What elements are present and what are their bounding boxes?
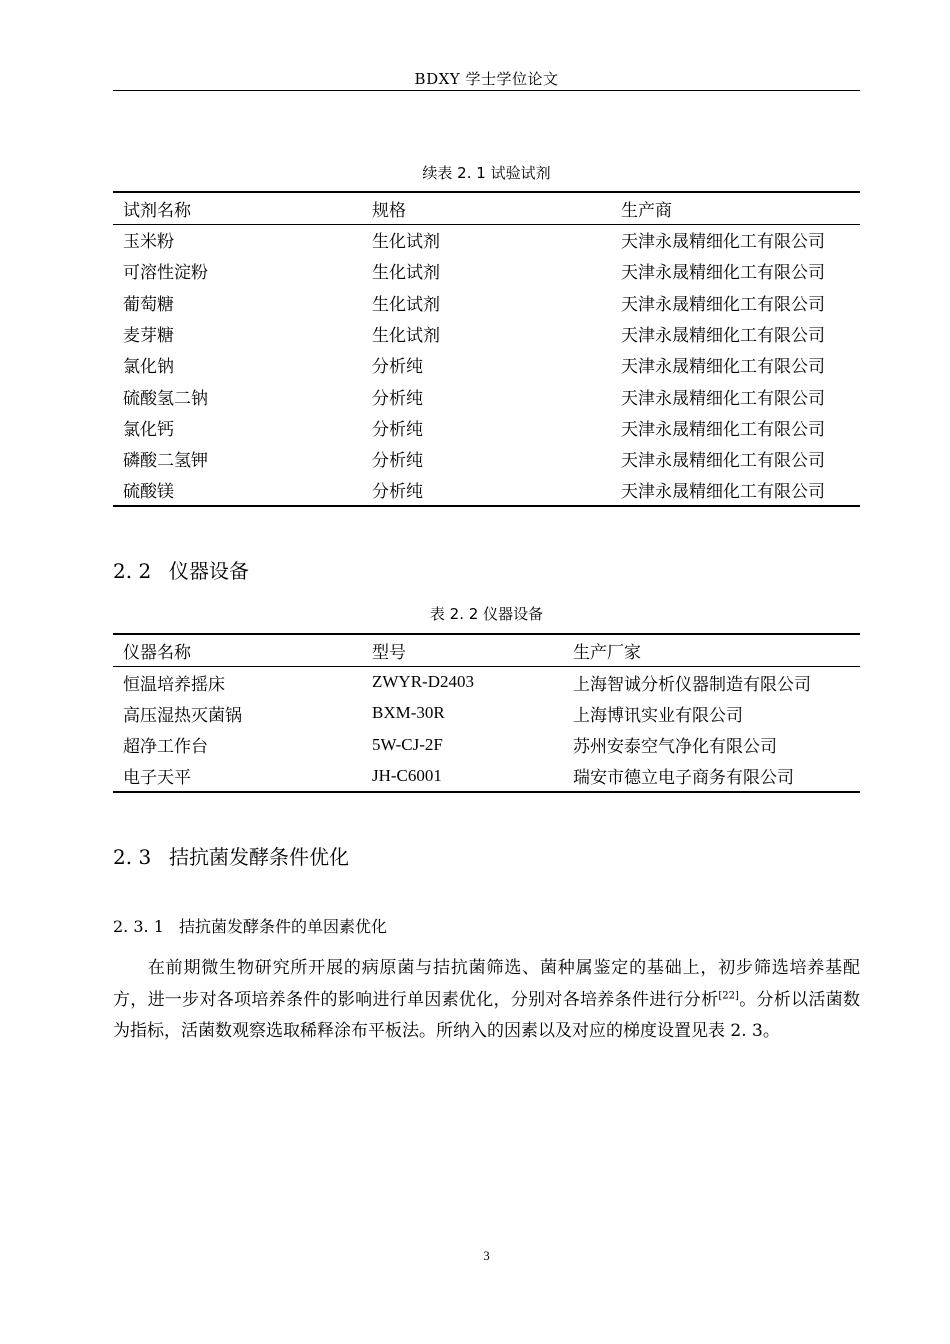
section-title: 拮抗菌发酵条件优化 bbox=[169, 845, 349, 869]
citation-marker: [22] bbox=[718, 989, 739, 1001]
model-cell: BXM-30R bbox=[372, 703, 445, 723]
manufacturer-cell: 天津永晟精细化工有限公司 bbox=[621, 294, 825, 315]
table-row bbox=[113, 729, 860, 761]
manufacturer-cell: 天津永晟精细化工有限公司 bbox=[621, 419, 825, 440]
manufacturer-cell: 苏州安泰空气净化有限公司 bbox=[573, 737, 777, 758]
subsection-heading-2-3-1 bbox=[113, 914, 387, 937]
table-row bbox=[113, 318, 860, 349]
reagent-name-cell: 可溶性淀粉 bbox=[123, 263, 208, 284]
table-row bbox=[113, 224, 860, 255]
body-paragraph bbox=[113, 953, 860, 1048]
manufacturer-cell: 天津永晟精细化工有限公司 bbox=[611, 474, 860, 505]
spec-cell: 分析纯 bbox=[372, 357, 423, 378]
instrument-name-cell: 超净工作台 bbox=[123, 737, 208, 758]
reagent-name-cell: 硫酸氢二钠 bbox=[123, 388, 208, 409]
table-row bbox=[113, 412, 860, 443]
running-header: BDXY 学士学位论文 bbox=[414, 70, 559, 88]
reagent-name-cell: 硫酸镁 bbox=[113, 474, 362, 505]
table-row bbox=[113, 443, 860, 474]
table-row bbox=[113, 255, 860, 286]
table-instruments bbox=[113, 633, 860, 793]
manufacturer-cell: 天津永晟精细化工有限公司 bbox=[621, 263, 825, 284]
reagent-name-cell: 玉米粉 bbox=[123, 232, 174, 253]
section-heading-2-2 bbox=[113, 555, 249, 584]
section-number: 2. 3 bbox=[113, 845, 152, 869]
model-cell: ZWYR-D2403 bbox=[372, 672, 474, 691]
header-rule bbox=[113, 90, 860, 91]
table-reagents bbox=[113, 191, 860, 507]
table-header-row bbox=[113, 634, 860, 666]
page-number: 3 bbox=[483, 1248, 490, 1263]
manufacturer-cell: 瑞安市德立电子商务有限公司 bbox=[563, 761, 860, 793]
subsection-title: 拮抗菌发酵条件的单因素优化 bbox=[179, 917, 388, 936]
spec-cell: 生化试剂 bbox=[372, 232, 440, 253]
section-heading-2-3 bbox=[113, 841, 349, 870]
model-cell: 5W-CJ-2F bbox=[372, 734, 443, 754]
manufacturer-cell: 上海智诚分析仪器制造有限公司 bbox=[573, 674, 811, 695]
reagent-name-cell: 氯化钠 bbox=[123, 357, 174, 378]
instrument-name-cell: 高压湿热灭菌锅 bbox=[123, 705, 242, 726]
model-cell: JH-C6001 bbox=[362, 761, 563, 793]
spec-cell: 生化试剂 bbox=[372, 326, 440, 347]
column-header-reagent-name: 试剂名称 bbox=[113, 192, 362, 224]
spec-cell: 分析纯 bbox=[372, 419, 423, 440]
instrument-name-cell: 恒温培养摇床 bbox=[123, 674, 225, 695]
table-row bbox=[113, 698, 860, 730]
spec-cell: 分析纯 bbox=[372, 388, 423, 409]
manufacturer-cell: 天津永晟精细化工有限公司 bbox=[621, 232, 825, 253]
spec-cell: 生化试剂 bbox=[372, 294, 440, 315]
manufacturer-cell: 天津永晟精细化工有限公司 bbox=[621, 451, 825, 472]
reagent-name-cell: 葡萄糖 bbox=[123, 294, 174, 315]
column-header-model: 型号 bbox=[362, 634, 563, 666]
spec-cell: 生化试剂 bbox=[372, 263, 440, 284]
instrument-name-cell: 电子天平 bbox=[113, 761, 362, 793]
table2-caption: 表 2. 2 仪器设备 bbox=[429, 605, 544, 623]
section-number: 2. 2 bbox=[113, 559, 152, 583]
reagent-name-cell: 麦芽糖 bbox=[123, 326, 174, 347]
table1-caption: 续表 2. 1 试验试剂 bbox=[422, 164, 551, 182]
section-title: 仪器设备 bbox=[169, 559, 249, 583]
table-row bbox=[113, 349, 860, 380]
paragraph-text: 在前期微生物研究所开展的病原菌与拮抗菌筛选、菌种属鉴定的基础上，初步筛选培养基配方，进一步对各项培养条件的影响进行单因素优化，分别对各培养条件进行分析 bbox=[113, 958, 860, 1010]
reagent-name-cell: 氯化钙 bbox=[123, 419, 174, 440]
reagent-name-cell: 磷酸二氢钾 bbox=[123, 451, 208, 472]
table-row bbox=[113, 761, 860, 793]
manufacturer-cell: 天津永晟精细化工有限公司 bbox=[621, 388, 825, 409]
table-row bbox=[113, 666, 860, 698]
column-header-spec: 规格 bbox=[362, 192, 611, 224]
table-row bbox=[113, 380, 860, 411]
paragraph-text-continued: 。分析以活菌数为指标，活菌数观察选取稀释涂布平板法。所纳入的因素以及对应的梯度设置见表 2. 3。 bbox=[113, 989, 860, 1041]
manufacturer-cell: 天津永晟精细化工有限公司 bbox=[621, 326, 825, 347]
spec-cell: 分析纯 bbox=[362, 474, 611, 505]
manufacturer-cell: 天津永晟精细化工有限公司 bbox=[621, 357, 825, 378]
column-header-instrument-name: 仪器名称 bbox=[113, 634, 362, 666]
column-header-manufacturer: 生产商 bbox=[611, 192, 860, 224]
subsection-number: 2. 3. 1 bbox=[113, 917, 164, 936]
table-header-row bbox=[113, 192, 860, 224]
manufacturer-cell: 上海博讯实业有限公司 bbox=[573, 705, 743, 726]
table-row bbox=[113, 474, 860, 505]
column-header-manufacturer: 生产厂家 bbox=[563, 634, 860, 666]
spec-cell: 分析纯 bbox=[372, 451, 423, 472]
table-row bbox=[113, 287, 860, 318]
